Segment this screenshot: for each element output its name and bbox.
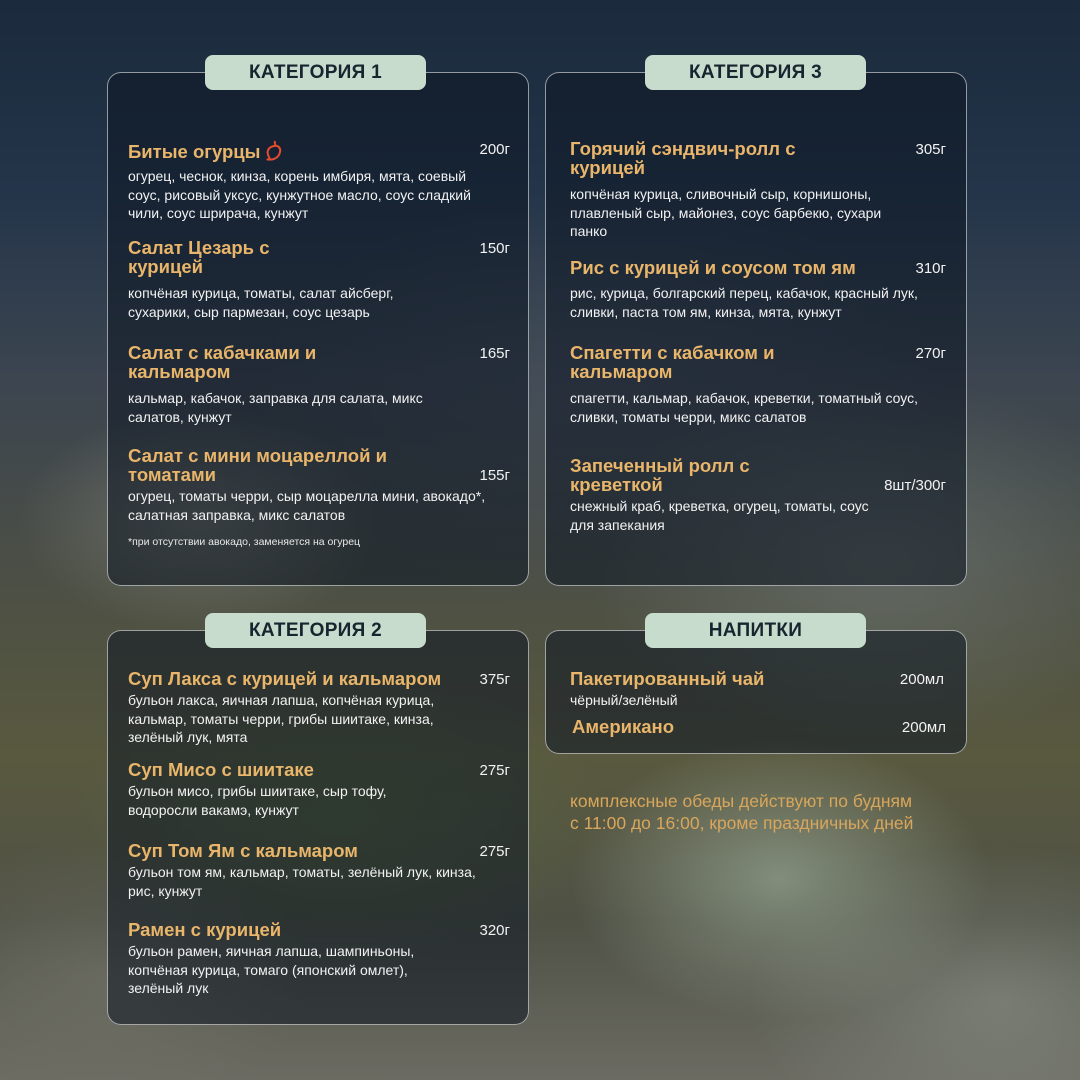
item-weight: 310г: [915, 260, 946, 277]
menu-item: [570, 258, 946, 321]
menu-item: [128, 446, 510, 548]
item-description: копчёная курица, сливочный сыр, корнишоны, плавленый сыр, майонез, соус барбекю, сухари панко: [570, 186, 882, 239]
item-weight: 8шт/300г: [884, 477, 946, 494]
menu-item: [128, 343, 510, 426]
lunch-hours-line-1: комплексные обеды действуют по будням: [570, 791, 913, 811]
lunch-hours-line-2: с 11:00 до 16:00, кроме праздничных дней: [570, 813, 914, 833]
item-description: снежный краб, креветка, огурец, томаты, соус для запекания: [570, 498, 869, 533]
category-3-title: КАТЕГОРИЯ 3: [645, 55, 866, 90]
item-description: бульон том ям, кальмар, томаты, зелёный лук, кинза, рис, кунжут: [128, 864, 476, 899]
item-description: кальмар, кабачок, заправка для салата, микс салатов, кунжут: [128, 390, 423, 425]
menu-item: [128, 760, 510, 819]
item-weight: 155г: [479, 467, 510, 484]
item-description: чёрный/зелёный: [570, 692, 678, 708]
item-weight: 320г: [479, 922, 510, 939]
menu-item: [572, 717, 946, 736]
item-description: бульон рамен, яичная лапша, шампиньоны, копчёная курица, томаго (японский омлет), зелёный лук: [128, 943, 415, 996]
item-name: Битые огурцы: [128, 141, 261, 162]
item-weight: 200мл: [901, 719, 946, 736]
item-name: Салат Цезарь с курицей: [128, 237, 270, 277]
item-description: огурец, томаты черри, сыр моцарелла мини, авокадо*, салатная заправка, микс салатов: [128, 488, 486, 523]
item-name: Суп Том Ям с кальмаром: [128, 840, 358, 861]
drinks-title: НАПИТКИ: [645, 613, 866, 648]
menu-item: [128, 841, 510, 900]
item-weight: 275г: [479, 762, 510, 779]
item-name: Спагетти с кабачком и кальмаром: [570, 342, 775, 382]
item-name: Рис с курицей и соусом том ям: [570, 257, 856, 278]
item-description: огурец, чеснок, кинза, корень имбиря, мята, соевый соус, рисовый уксус, кунжутное масло, соус сладкий чили, соус шрирача, кунжут: [128, 168, 471, 221]
menu-item: [570, 343, 946, 426]
lunch-hours-note: [570, 790, 990, 834]
item-name: Горячий сэндвич-ролл с курицей: [570, 138, 796, 178]
item-name: Суп Мисо с шиитаке: [128, 759, 314, 780]
footnote: *при отсутствии авокадо, заменяется на огурец: [128, 536, 361, 548]
chili-pepper-icon: [264, 139, 284, 164]
menu-item: [128, 139, 510, 223]
item-weight: 305г: [915, 141, 946, 158]
item-description: рис, курица, болгарский перец, кабачок, красный лук, сливки, паста том ям, кинза, мята, кунжут: [570, 285, 918, 320]
category-1-title: КАТЕГОРИЯ 1: [205, 55, 426, 90]
item-name: Пакетированный чай: [570, 668, 765, 689]
item-weight: 270г: [915, 345, 946, 362]
item-name: Салат с кабачками и кальмаром: [128, 342, 317, 382]
item-description: копчёная курица, томаты, салат айсберг, сухарики, сыр пармезан, соус цезарь: [128, 285, 394, 320]
item-name: Рамен с курицей: [128, 919, 282, 940]
item-weight: 200мл: [899, 671, 944, 688]
item-name: Салат с мини моцареллой и томатами: [128, 445, 387, 485]
item-description: спагетти, кальмар, кабачок, креветки, томатный соус, сливки, томаты черри, микс салатов: [570, 390, 918, 425]
category-2-title: КАТЕГОРИЯ 2: [205, 613, 426, 648]
item-weight: 375г: [479, 671, 510, 688]
menu-item: [570, 456, 946, 534]
item-name: Запеченный ролл с креветкой: [570, 455, 750, 495]
item-weight: 275г: [479, 843, 510, 860]
item-name: Американо: [572, 716, 675, 737]
item-weight: 200г: [479, 141, 510, 158]
item-name: Суп Лакса с курицей и кальмаром: [128, 668, 442, 689]
item-description: бульон лакса, яичная лапша, копчёная курица, кальмар, томаты черри, грибы шиитаке, кинза, зелёный лук, мята: [128, 692, 435, 745]
menu-item: [570, 139, 946, 241]
menu-item: [128, 920, 510, 998]
menu-item: [570, 669, 946, 710]
menu-item: [128, 238, 510, 321]
item-weight: 165г: [479, 345, 510, 362]
item-description: бульон мисо, грибы шиитаке, сыр тофу, водоросли вакамэ, кунжут: [128, 783, 387, 818]
menu-item: [128, 669, 510, 747]
item-weight: 150г: [479, 240, 510, 257]
